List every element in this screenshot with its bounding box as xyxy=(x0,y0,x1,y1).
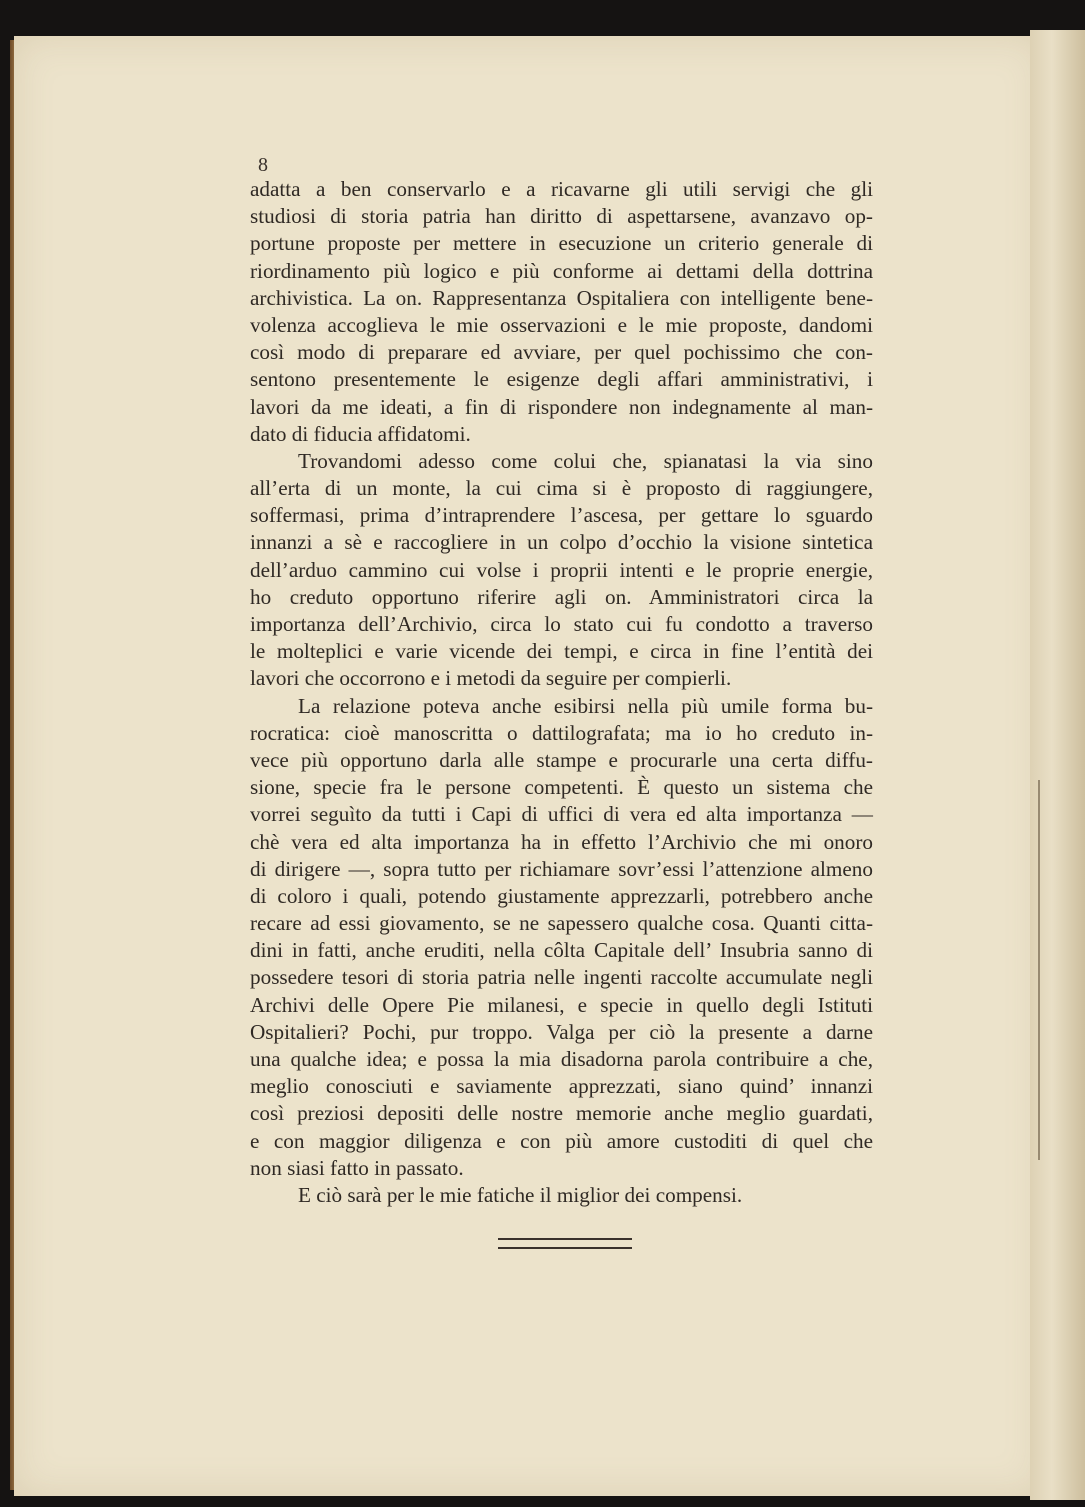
text-line: possedere tesori di storia patria nelle ingenti raccolte accumulate negli xyxy=(250,965,873,990)
text-line: le molteplici e varie vicende dei tempi, e circa in fine l’entità dei xyxy=(250,639,873,664)
text-line: recare ad essi giovamento, se ne sapessero qualche cosa. Quanti citta- xyxy=(250,911,873,936)
text-line: riordinamento più logico e più conforme ai dettami della dottrina xyxy=(250,258,873,283)
text-line: rocratica: cioè manoscritta o dattilografata; ma io ho creduto in- xyxy=(250,720,873,745)
text-line: E ciò sarà per le mie fatiche il miglior dei compensi. xyxy=(298,1182,743,1207)
text-line: chè vera ed alta importanza ha in effetto l’Archivio che mi onoro xyxy=(250,829,873,854)
text-line: non siasi fatto in passato. xyxy=(250,1155,464,1180)
text-line: portune proposte per mettere in esecuzione un criterio generale di xyxy=(250,231,873,256)
text-line: una qualche idea; e possa la mia disadorna parola contribuire a che, xyxy=(250,1047,873,1071)
text-line: Ospitalieri? Pochi, pur troppo. Valga per ciò la presente a darne xyxy=(250,1019,873,1044)
text-line: dell’arduo cammino cui volse i proprii intenti e le proprie energie, xyxy=(250,557,873,582)
page-fold-shadow xyxy=(1038,780,1040,1160)
closing-rule-bottom xyxy=(498,1247,632,1249)
text-line: lavori da me ideati, a fin di rispondere non indegnamente al man- xyxy=(250,394,873,419)
text-line: archivistica. La on. Rappresentanza Ospitaliera con intelligente bene- xyxy=(250,285,873,310)
text-line: ho creduto opportuno riferire agli on. Amministratori circa la xyxy=(250,584,873,609)
text-line: Archivi delle Opere Pie milanesi, e specie in quello degli Istituti xyxy=(250,992,873,1017)
text-line: vorrei seguìto da tutti i Capi di uffici di vera ed alta importanza — xyxy=(250,802,873,827)
text-line: La relazione poteva anche esibirsi nella più umile forma bu- xyxy=(298,693,873,718)
text-line: meglio conosciuti e saviamente apprezzati, siano quind’ innanzi xyxy=(250,1074,873,1099)
text-line: dato di fiducia affidatomi. xyxy=(250,421,471,446)
text-line: volenza accoglieva le mie osservazioni e le mie proposte, dandomi xyxy=(250,312,873,337)
body-text xyxy=(250,176,873,1209)
text-line: studiosi di storia patria han diritto di aspettarsene, avanzavo op- xyxy=(250,204,873,229)
text-line: vece più opportuno darla alle stampe e procurarle una certa diffu- xyxy=(250,747,873,772)
text-line: sentono presentemente le esigenze degli affari amministrativi, i xyxy=(250,367,873,392)
text-line: lavori che occorrono e i metodi da seguire per compierli. xyxy=(250,666,732,691)
text-line: adatta a ben conservarlo e a ricavarne gli utili servigi che gli xyxy=(250,177,873,201)
text-line: così preziosi depositi delle nostre memorie anche meglio guardati, xyxy=(250,1101,873,1126)
text-line: soffermasi, prima d’intraprendere l’ascesa, per gettare lo sguardo xyxy=(250,503,873,528)
page-number: 8 xyxy=(258,154,268,176)
text-line: all’erta di un monte, la cui cima si è proposto di raggiungere, xyxy=(250,476,873,501)
text-line: sione, specie fra le persone competenti. È questo un sistema che xyxy=(250,775,873,800)
text-line: importanza dell’Archivio, circa lo stato cui fu condotto a traverso xyxy=(250,612,873,636)
closing-rule-top xyxy=(498,1238,632,1240)
text-line: Trovandomi adesso come colui che, spianatasi la via sino xyxy=(298,448,873,473)
text-line: innanzi a sè e raccogliere in un colpo d’occhio la visione sintetica xyxy=(250,530,873,555)
text-line: di dirigere —, sopra tutto per richiamare sovr’essi l’attenzione almeno xyxy=(250,856,873,881)
text-line: e con maggior diligenza e con più amore custoditi di quel che xyxy=(250,1128,873,1153)
text-line: così modo di preparare ed avviare, per quel pochissimo che con- xyxy=(250,340,873,365)
text-line: di coloro i quali, potendo giustamente apprezzarli, potrebbero anche xyxy=(250,883,873,908)
text-line: dini in fatti, anche eruditi, nella côlta Capitale dell’ Insubria sanno di xyxy=(250,938,873,963)
facing-page-edge xyxy=(1030,30,1085,1500)
